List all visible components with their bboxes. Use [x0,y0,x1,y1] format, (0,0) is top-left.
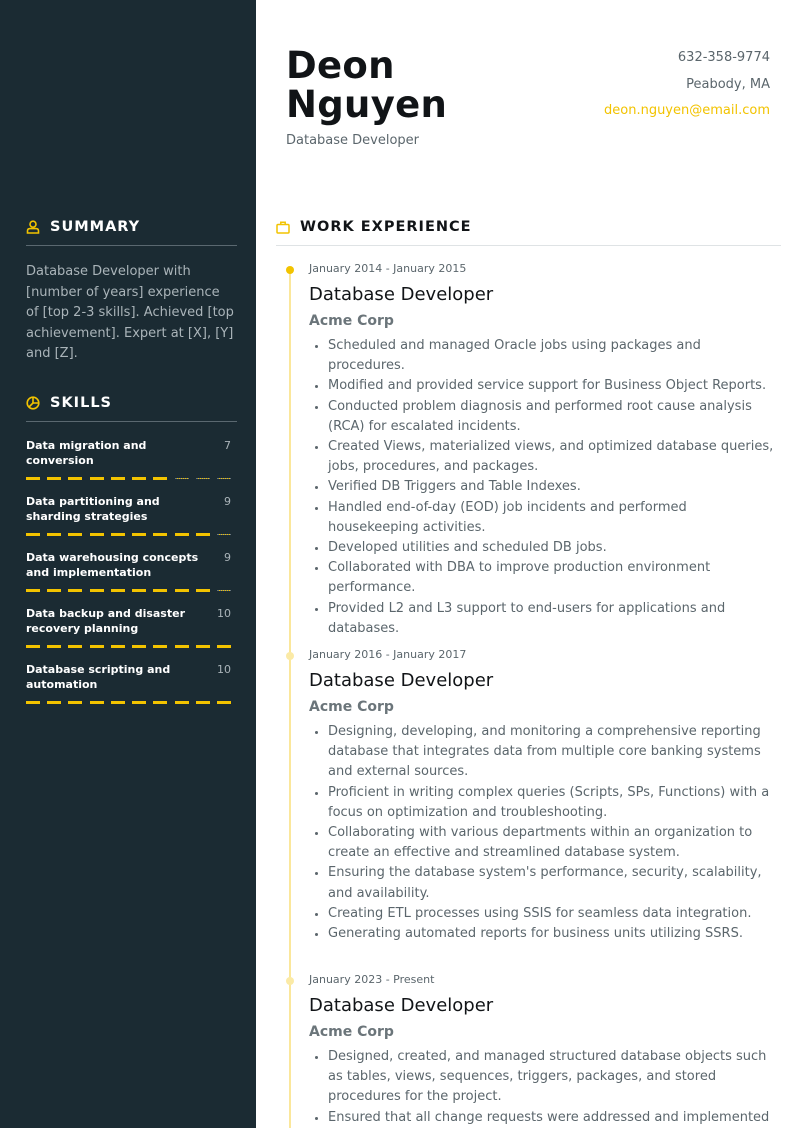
last-name: Nguyen [286,83,448,126]
skill-level-segment [90,533,104,536]
skill-name: Data backup and disaster recovery planning [26,607,185,635]
job-bullet: • Ensuring the database system's performance, security, scalability, and availability. [328,863,779,903]
skill-level-segment [217,590,231,591]
skill-level-segment [47,589,61,592]
skill-level: 9 [224,495,231,508]
job-entry [309,262,779,639]
contact-info [604,50,770,130]
skill-item [26,438,231,480]
pie-chart-icon [26,396,40,410]
job-bullet: • Designing, developing, and monitoring a comprehensive reporting database that integrates data from multiple core banking systems and external sources. [328,722,779,783]
skill-level-segment [175,589,189,592]
skill-name: Database scripting and automation [26,663,171,691]
skill-level-segment [153,645,167,648]
skill-level-segment [68,533,82,536]
skills-list [26,438,231,718]
summary-header [26,219,237,246]
skill-level-segment [153,701,167,704]
briefcase-icon [276,221,290,234]
skill-level-segment [26,477,40,480]
skill-level: 9 [224,551,231,564]
skill-level-segment [111,645,125,648]
job-bullet: • Collaborated with DBA to improve production environment performance. [328,558,779,598]
job-bullet: • Ensured that all change requests were addressed and implemented [328,1108,779,1128]
skill-level-segment [47,701,61,704]
skill-level-bar [26,701,231,704]
skill-level: 7 [224,439,231,452]
skill-level-segment [111,589,125,592]
job-bullet: • Conducted problem diagnosis and performed root cause analysis (RCA) for escalated incidents. [328,397,779,437]
skill-level-bar [26,589,231,592]
skill-level-segment [217,478,231,479]
skill-level-segment [196,589,210,592]
job-position: Database Developer [309,995,494,1016]
phone: 632-358-9774 [677,50,770,65]
skill-level-segment [132,589,146,592]
timeline-dot [286,977,294,985]
skill-level-segment [196,533,210,536]
email-link[interactable]: deon.nguyen@email.com [604,103,770,118]
skill-level-segment [175,478,189,479]
skill-level-segment [153,477,167,480]
skill-level-segment [132,477,146,480]
skill-level-segment [196,645,210,648]
job-entry [309,648,779,944]
skills-heading: SKILLS [50,395,112,411]
skill-level: 10 [217,607,231,620]
skill-level-segment [90,589,104,592]
skill-level-segment [217,645,231,648]
skill-level-segment [196,701,210,704]
job-date: January 2014 - January 2015 [309,262,467,275]
job-bullet: • Designed, created, and managed structured database objects such as tables, views, sequences, triggers, packages, and stored procedures for the project. [328,1047,779,1108]
skill-level-segment [68,645,82,648]
skill-level: 10 [217,663,231,676]
timeline-dot [286,266,294,274]
work-experience-heading: WORK EXPERIENCE [300,219,472,235]
job-bullet: • Collaborating with various departments within an organization to create an effective and streamlined database system. [328,823,779,863]
summary-heading: SUMMARY [50,219,141,235]
skill-level-segment [26,589,40,592]
skill-level-bar [26,645,231,648]
skill-level-segment [175,533,189,536]
job-bullet: • Verified DB Triggers and Table Indexes. [328,477,779,497]
skill-level-segment [111,477,125,480]
job-title: Database Developer [286,133,420,148]
skill-level-segment [90,477,104,480]
skills-header [26,395,237,422]
job-bullet: • Scheduled and managed Oracle jobs using packages and procedures. [328,336,779,376]
job-bullet: • Created Views, materialized views, and optimized database queries, jobs, procedures, and packages. [328,437,779,477]
job-position: Database Developer [309,670,494,691]
skill-name: Data partitioning and sharding strategies [26,495,160,523]
skill-level-segment [153,589,167,592]
skill-item [26,662,231,704]
job-company: Acme Corp [309,1024,394,1040]
skill-level-segment [196,478,210,479]
skill-level-segment [90,645,104,648]
job-bullets [309,336,779,639]
summary-text: Database Developer with [number of years] experience of [top 2-3 skills]. Achieved [top achievement]. Expert at [X], [Y] and [Z]. [26,264,234,361]
job-bullet: • Generating automated reports for business units utilizing SSRS. [328,924,779,944]
job-bullets [309,1047,779,1128]
skill-level-segment [217,701,231,704]
sidebar [0,0,256,1128]
job-company: Acme Corp [309,699,394,715]
job-bullet: • Provided L2 and L3 support to end-users for applications and databases. [328,599,779,639]
skill-item [26,494,231,536]
timeline-dot [286,652,294,660]
timeline-line [289,272,291,1128]
skill-level-segment [90,701,104,704]
skill-level-segment [26,701,40,704]
skill-level-segment [217,534,231,535]
job-date: January 2016 - January 2017 [309,648,467,661]
skill-level-segment [68,477,82,480]
skill-level-segment [26,533,40,536]
skill-level-segment [153,533,167,536]
skill-level-segment [47,533,61,536]
job-bullet: • Creating ETL processes using SSIS for seamless data integration. [328,904,779,924]
skill-level-segment [26,645,40,648]
first-name: Deon [286,44,395,87]
job-entry [309,973,779,1128]
skill-level-segment [68,589,82,592]
job-bullets [309,722,779,944]
skill-level-segment [68,701,82,704]
skill-level-bar [26,533,231,536]
skill-level-segment [132,533,146,536]
skill-name: Data warehousing concepts and implementation [26,551,199,579]
main-content [256,0,800,1128]
candidate-name [286,46,447,124]
job-position: Database Developer [309,284,494,305]
work-experience-header [276,219,781,246]
location: Peabody, MA [686,76,770,92]
job-bullet: • Handled end-of-day (EOD) job incidents and performed housekeeping activities. [328,498,779,538]
job-bullet: • Developed utilities and scheduled DB jobs. [328,538,779,558]
job-bullet: • Proficient in writing complex queries (Scripts, SPs, Functions) with a focus on optimization and troubleshooting. [328,783,779,823]
skill-level-segment [47,645,61,648]
skill-level-segment [111,701,125,704]
skill-item [26,550,231,592]
user-icon [26,220,40,234]
skill-level-segment [132,645,146,648]
job-company: Acme Corp [309,313,394,329]
skill-level-bar [26,477,231,480]
skill-level-segment [47,477,61,480]
skill-level-segment [175,701,189,704]
job-date: January 2023 - Present [309,973,435,986]
skill-level-segment [111,533,125,536]
skill-level-segment [175,645,189,648]
skill-item [26,606,231,648]
job-bullet: • Modified and provided service support for Business Object Reports. [328,376,779,396]
skill-name: Data migration and conversion [26,439,147,467]
skill-level-segment [132,701,146,704]
